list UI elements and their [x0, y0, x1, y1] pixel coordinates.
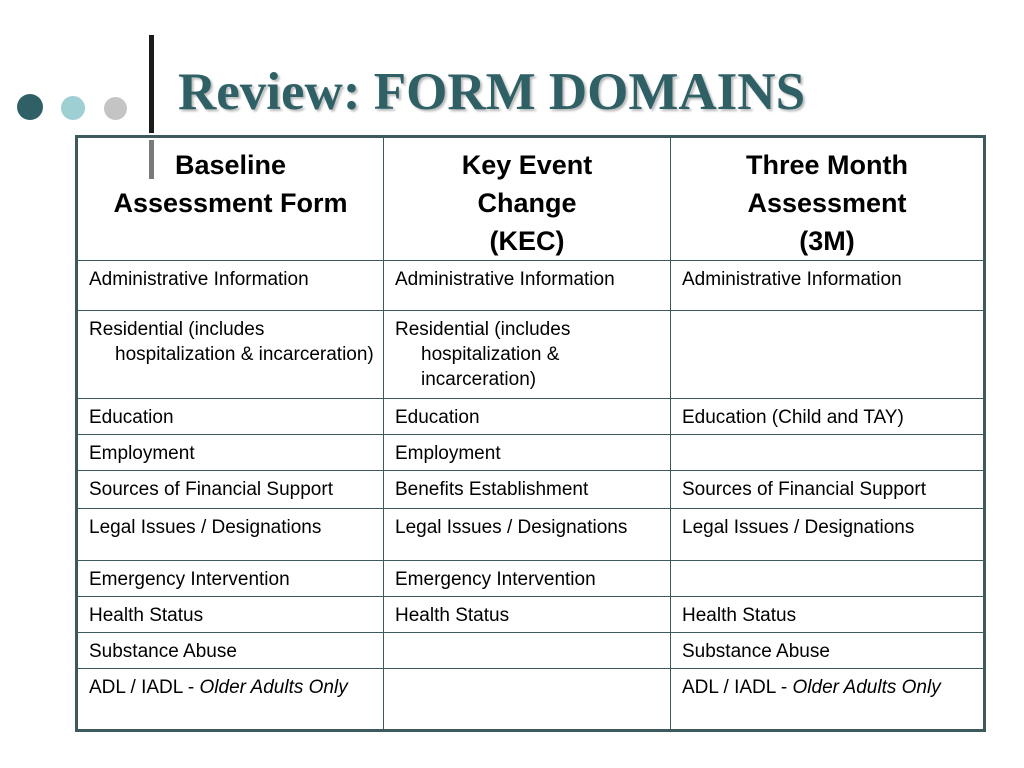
table-row	[77, 435, 985, 471]
table-cell-kec	[384, 399, 671, 435]
title-divider	[149, 35, 154, 133]
table-cell-baseline	[77, 399, 384, 435]
table-cell-kec	[384, 261, 671, 311]
table-cell-kec	[384, 471, 671, 509]
cell-text-with-emphasis	[682, 675, 975, 700]
table-row	[77, 509, 985, 561]
cell-text: Residential (includes hospitalization & incarceration)	[395, 319, 571, 390]
cell-text: Health Status	[395, 605, 510, 626]
cell-text: Administrative Information	[395, 269, 615, 290]
cell-text: ADL / IADL -	[682, 677, 793, 698]
table-cell-kec	[384, 435, 671, 471]
cell-text: Emergency Intervention	[395, 569, 596, 590]
table-cell-baseline	[77, 471, 384, 509]
table-row	[77, 399, 985, 435]
table-cell-baseline	[77, 561, 384, 597]
cell-text: Emergency Intervention	[89, 569, 290, 590]
table-cell-3m	[671, 633, 985, 669]
table-cell-baseline	[77, 435, 384, 471]
form-domains-table	[75, 135, 986, 732]
table-cell-baseline	[77, 261, 384, 311]
slide-title: Review: FORM DOMAINS	[178, 63, 806, 121]
table-cell-kec	[384, 561, 671, 597]
cell-text: Benefits Establishment	[395, 479, 589, 500]
table-cell-baseline	[77, 633, 384, 669]
table-cell-baseline	[77, 669, 384, 731]
decor-dot-dark	[17, 94, 43, 120]
cell-text-with-emphasis	[89, 675, 375, 700]
cell-text: Education (Child and TAY)	[682, 407, 904, 428]
cell-text: ADL / IADL -	[89, 677, 200, 698]
table-cell-kec	[384, 669, 671, 731]
decor-dot-gray	[104, 97, 127, 120]
cell-text: Legal Issues / Designations	[395, 517, 628, 538]
cell-text: Education	[89, 407, 174, 428]
table-cell-baseline	[77, 597, 384, 633]
table-row	[77, 669, 985, 731]
table-row	[77, 261, 985, 311]
column-header-label: Three Month Assessment (3M)	[746, 150, 908, 256]
cell-text: Health Status	[682, 605, 797, 626]
table-row	[77, 561, 985, 597]
table-cell-kec	[384, 633, 671, 669]
table-cell-kec	[384, 509, 671, 561]
table-row	[77, 311, 985, 399]
column-header-label: Baseline Assessment Form	[113, 150, 348, 218]
table-cell-baseline	[77, 311, 384, 399]
table-cell-3m	[671, 261, 985, 311]
cell-text: Employment	[89, 443, 195, 464]
table-cell-3m	[671, 311, 985, 399]
cell-text: Administrative Information	[682, 269, 902, 290]
cell-text: Administrative Information	[89, 269, 309, 290]
table-row	[77, 471, 985, 509]
cell-text: Legal Issues / Designations	[89, 517, 322, 538]
table-cell-baseline	[77, 509, 384, 561]
cell-text: Education	[395, 407, 480, 428]
table-row	[77, 633, 985, 669]
cell-text: Sources of Financial Support	[89, 479, 333, 500]
column-header-label: Key Event Change (KEC)	[461, 150, 593, 256]
table-cell-3m	[671, 471, 985, 509]
header-row	[77, 137, 985, 261]
cell-text: Legal Issues / Designations	[682, 517, 915, 538]
cell-text: Health Status	[89, 605, 204, 626]
table-cell-3m	[671, 435, 985, 471]
cell-emphasis: Older Adults Only	[199, 677, 348, 698]
column-header-kec	[384, 137, 671, 261]
table-cell-3m	[671, 399, 985, 435]
title-divider-lower	[149, 140, 154, 179]
column-header-3m	[671, 137, 985, 261]
cell-text: Employment	[395, 443, 501, 464]
cell-text: Substance Abuse	[682, 641, 830, 662]
column-header-baseline	[77, 137, 384, 261]
table-row	[77, 597, 985, 633]
table-cell-3m	[671, 509, 985, 561]
cell-emphasis: Older Adults Only	[792, 677, 941, 698]
table-cell-kec	[384, 597, 671, 633]
table-cell-3m	[671, 597, 985, 633]
table-cell-3m	[671, 561, 985, 597]
table-body	[77, 261, 985, 731]
decor-dot-light	[61, 96, 85, 120]
cell-text: Sources of Financial Support	[682, 479, 926, 500]
table-cell-3m	[671, 669, 985, 731]
cell-text: Substance Abuse	[89, 641, 237, 662]
cell-text: Residential (includes hospitalization & incarceration)	[89, 319, 374, 365]
table-cell-kec	[384, 311, 671, 399]
